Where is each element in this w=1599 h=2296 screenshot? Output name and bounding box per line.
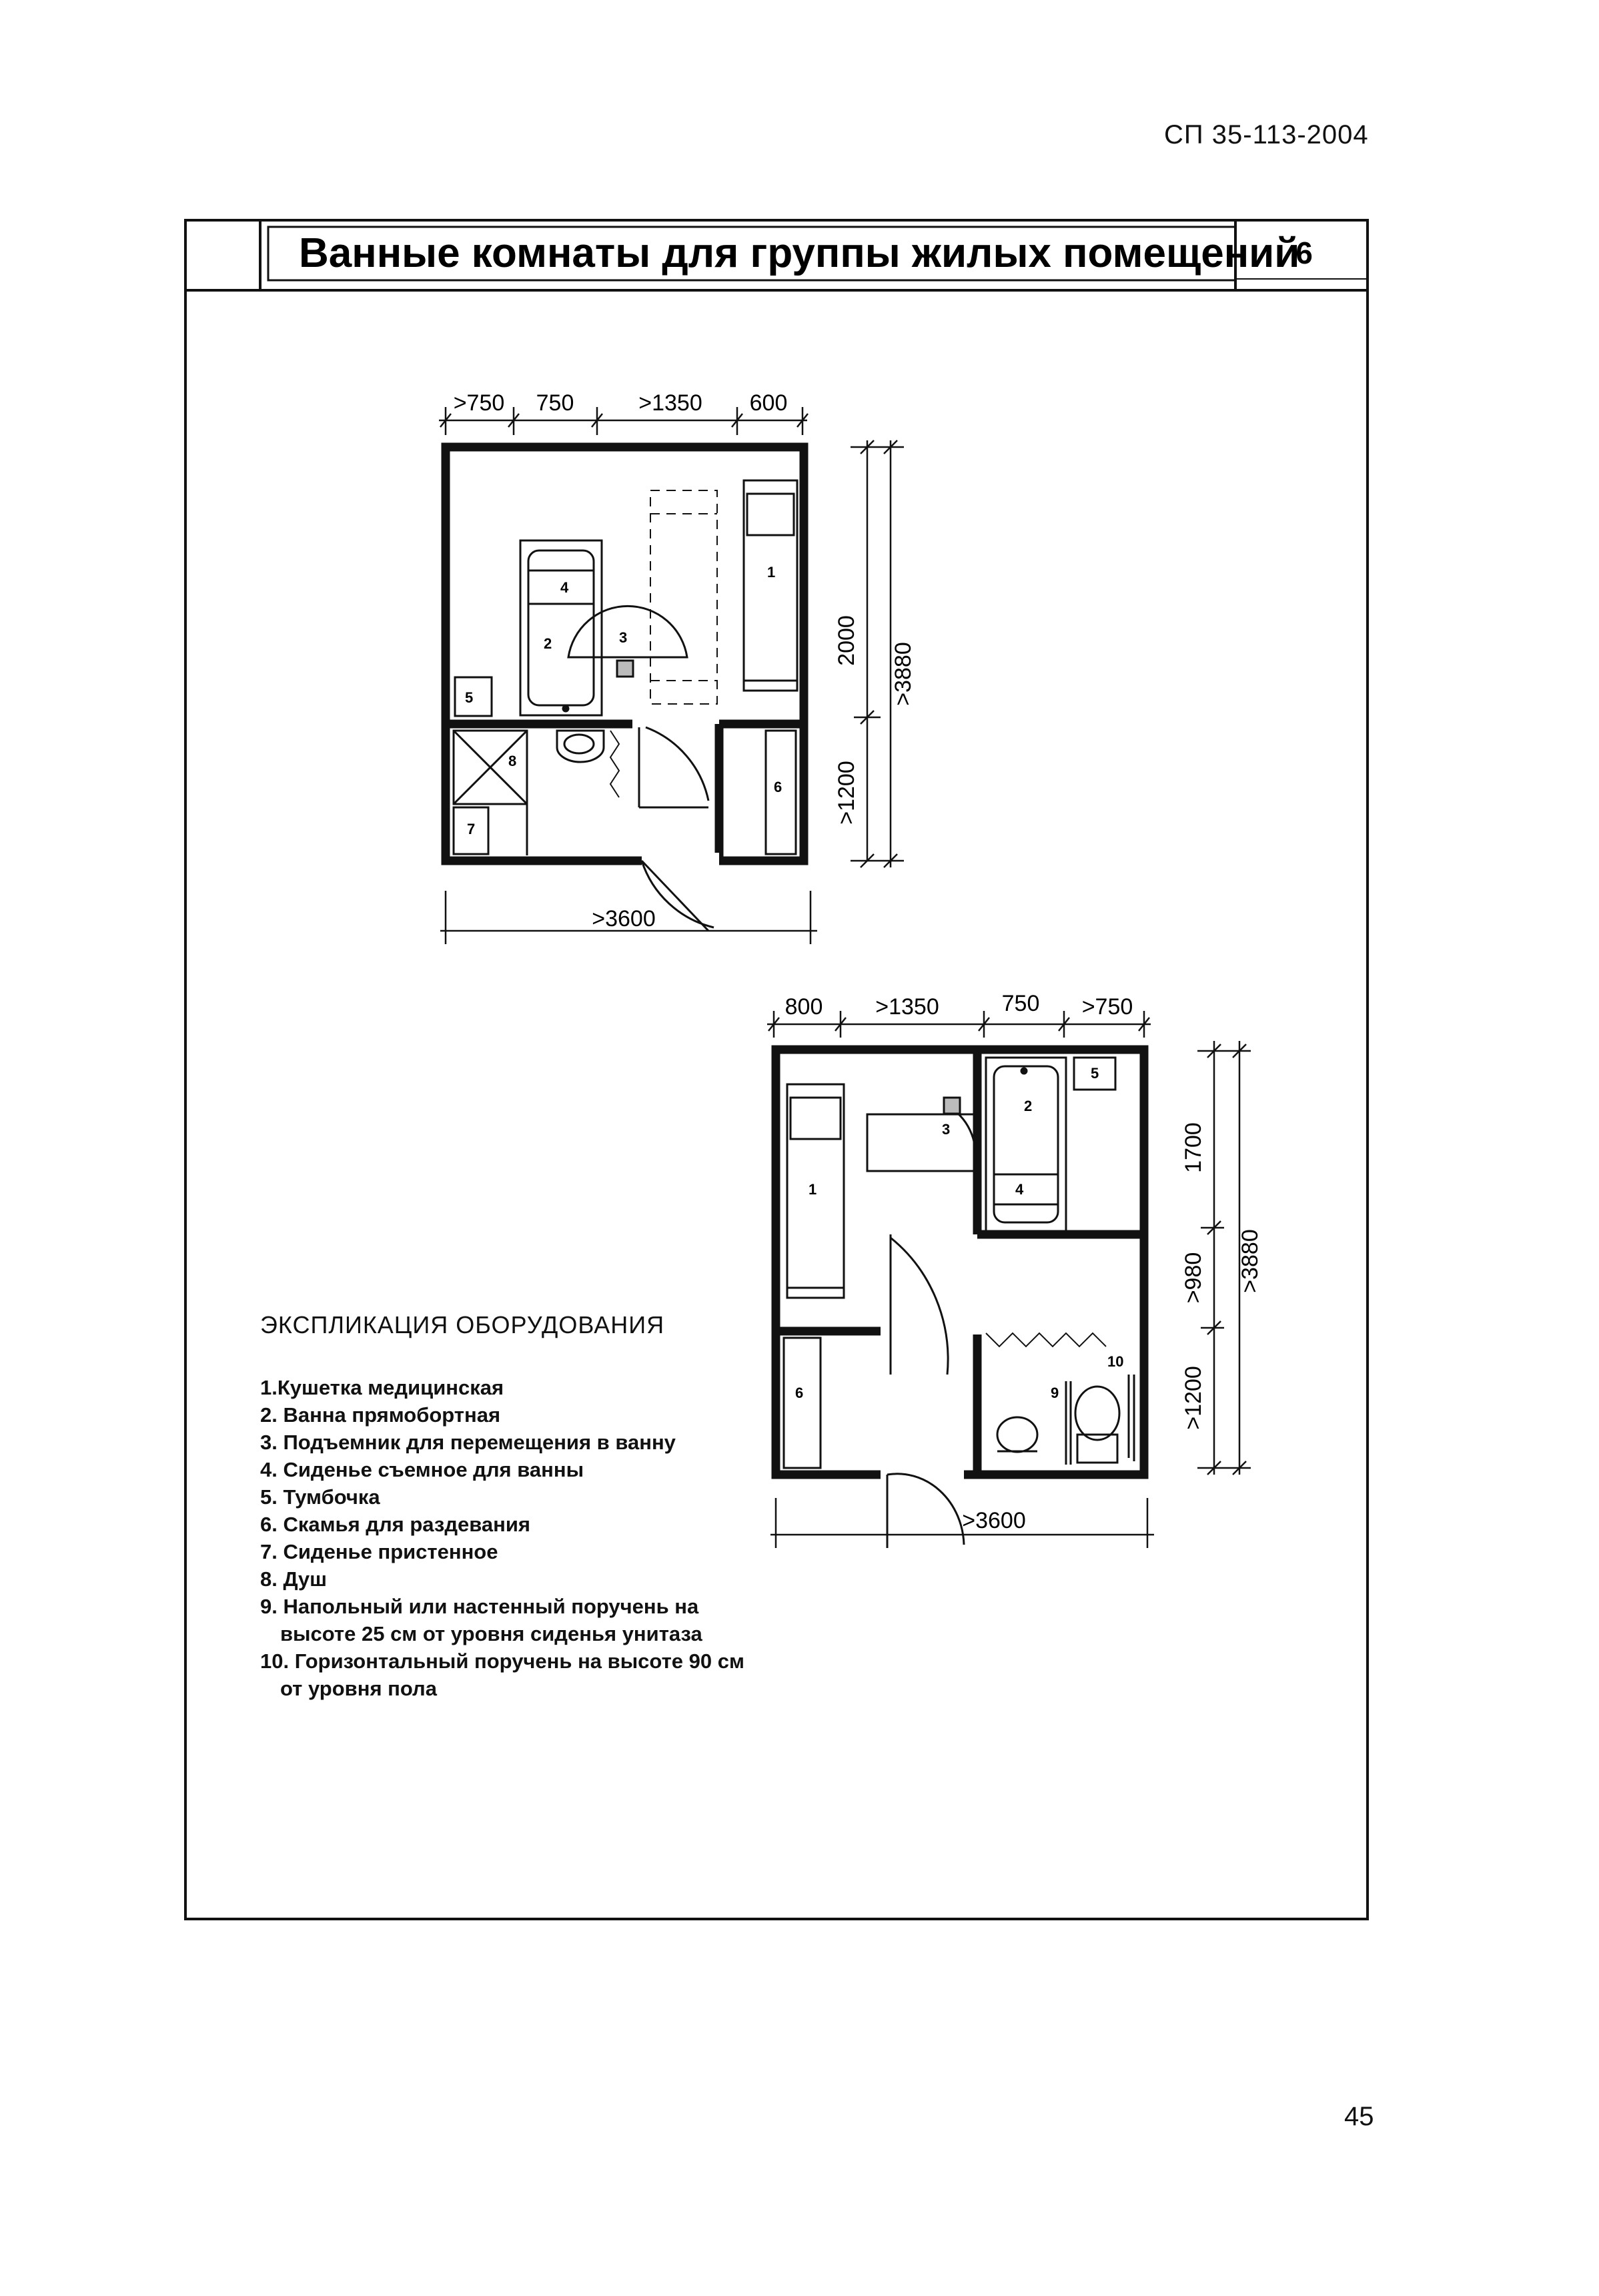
plan-bottom-dim-top-4: >750 <box>1081 994 1133 1020</box>
plan-bottom-curtain <box>986 1333 1106 1347</box>
plan-top-washbasin <box>557 731 604 762</box>
legend-item-text: 8. Душ <box>260 1567 328 1591</box>
plan-top-entrance-door <box>639 727 714 931</box>
legend-item <box>260 1593 861 1647</box>
plan-top-lift <box>568 606 687 677</box>
plan-bottom-tag-1: 1 <box>809 1181 817 1198</box>
plan-bottom-bathtub <box>986 1058 1066 1231</box>
document-code: СП 35-113-2004 <box>1164 120 1369 149</box>
legend-item <box>260 1374 861 1401</box>
plan-bottom-dim-right-1: 1700 <box>1181 1122 1206 1173</box>
legend-item <box>260 1401 861 1429</box>
plan-bottom-dim-right-total: >3880 <box>1237 1229 1263 1293</box>
legend-item-text: 5. Тумбочка <box>260 1485 380 1509</box>
legend-item-text: 10. Горизонтальный поручень на высоте 90 см <box>260 1649 744 1673</box>
plan-top-dim-top-4: 600 <box>749 390 788 416</box>
plan-top-tag-3: 3 <box>619 629 628 646</box>
plan-top-dim-right-total: >3880 <box>891 642 916 706</box>
plan-bottom-tag-5: 5 <box>1091 1065 1099 1082</box>
plan-top-tag-6: 6 <box>774 779 782 795</box>
plan-bottom-tag-9: 9 <box>1051 1385 1059 1401</box>
legend-item <box>260 1565 861 1593</box>
plan-bottom-tag-2: 2 <box>1024 1098 1033 1114</box>
plan-top-dim-top-2: 750 <box>536 390 574 416</box>
plan-top-couch <box>744 480 797 691</box>
plan-top-shower <box>454 731 527 855</box>
plan-bottom-horizontal-handrail <box>1129 1375 1134 1461</box>
plan-top-curtain <box>610 731 619 797</box>
sheet-number: 6 <box>1295 236 1313 270</box>
plan-bottom-tag-6: 6 <box>795 1385 804 1401</box>
plan-bottom-dim-right-3: >1200 <box>1181 1366 1206 1430</box>
plan-bottom-floor-handrail <box>1066 1381 1071 1465</box>
plan-bottom-dim-right-2: >980 <box>1181 1252 1206 1304</box>
plan-top-tag-7: 7 <box>467 821 476 837</box>
plan-top-nightstand <box>455 677 492 716</box>
sheet-title: Ванные комнаты для группы жилых помещений <box>299 230 1300 276</box>
plan-top-dim-top-1: >750 <box>453 390 505 416</box>
plan-top-dim-right-2: >1200 <box>834 761 859 825</box>
legend-item-text: 3. Подъемник для перемещения в ванну <box>260 1431 676 1454</box>
plan-top-entrance-gap <box>642 853 719 870</box>
plan-bottom-entrance-door <box>887 1234 964 1548</box>
plan-top-dim-bottom: >3600 <box>592 906 656 931</box>
plan-bottom-tag-10: 10 <box>1107 1353 1124 1370</box>
plan-bottom-washbasin <box>997 1417 1037 1452</box>
plan-bottom-dim-bottom: >3600 <box>962 1508 1026 1533</box>
plan-top-bathtub <box>520 540 602 715</box>
legend-item-text: 1.Кушетка медицинская <box>260 1376 504 1399</box>
plan-top-dim-top-3: >1350 <box>638 390 702 416</box>
plan-top-tag-2: 2 <box>544 635 552 652</box>
legend-item <box>260 1456 861 1483</box>
legend-list <box>260 1374 861 1702</box>
legend-item-text: 2. Ванна прямобортная <box>260 1403 501 1427</box>
legend-item <box>260 1538 861 1565</box>
plan-bottom-toilet <box>1075 1387 1119 1463</box>
plan-top <box>439 390 916 944</box>
legend-item-continuation: высоте 25 см от уровня сиденья унитаза <box>280 1622 702 1645</box>
legend-item-continuation: от уровня пола <box>280 1677 437 1700</box>
plan-top-tag-8: 8 <box>508 753 517 769</box>
plan-bottom-tag-4: 4 <box>1015 1181 1024 1198</box>
legend-item-text: 4. Сиденье съемное для ванны <box>260 1458 584 1481</box>
plan-bottom-lift <box>867 1098 975 1171</box>
plan-top-walls <box>446 447 804 861</box>
legend-item <box>260 1483 861 1511</box>
plan-top-tag-1: 1 <box>767 564 776 581</box>
plan-bottom-dim-top-1: 800 <box>784 994 823 1020</box>
legend-item-text: 7. Сиденье пристенное <box>260 1540 498 1563</box>
legend-item <box>260 1429 861 1456</box>
legend-item <box>260 1647 861 1702</box>
legend-item <box>260 1511 861 1538</box>
plan-bottom-dim-top-2: >1350 <box>875 994 939 1020</box>
legend-item-text: 6. Скамья для раздевания <box>260 1513 531 1536</box>
plan-top-tag-4: 4 <box>560 579 569 596</box>
equipment-legend <box>260 1311 861 1702</box>
plan-bottom-tag-3: 3 <box>942 1121 951 1138</box>
plan-top-lift-track <box>650 490 717 704</box>
plan-top-tag-5: 5 <box>465 689 474 706</box>
legend-title: ЭКСПЛИКАЦИЯ ОБОРУДОВАНИЯ <box>260 1311 665 1338</box>
plan-bottom-dim-top-3: 750 <box>1001 991 1040 1016</box>
page-number: 45 <box>1344 2102 1374 2131</box>
legend-item-text: 9. Напольный или настенный поручень на <box>260 1595 699 1618</box>
plan-top-dim-right-1: 2000 <box>834 615 859 666</box>
